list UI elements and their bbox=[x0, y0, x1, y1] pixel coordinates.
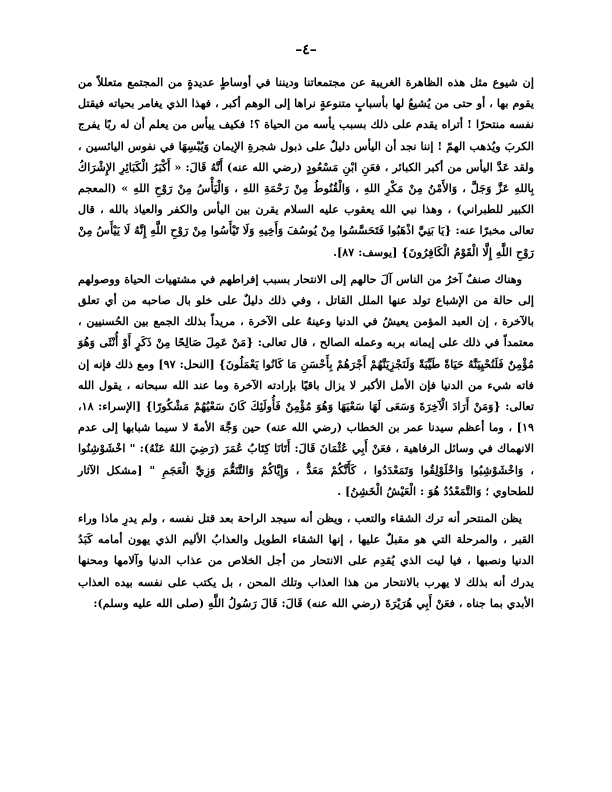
page-number: –٤– bbox=[295, 42, 317, 58]
body-text bbox=[78, 72, 534, 620]
paragraph-3: يظن المنتحر أنه ترك الشقاء والتعب ، ويظن أنه سيجد الراحة بعد قتل نفسه ، ولم يدرِ ماذا وراء القبر ، والمرحلة التي هو مقبلٌ عليها ، إنها الشقاء الطويل والعذابُ الأليم الذي يهون أمامه كَبَدُ الدنيا ونصبها ، فيا ليت الذي يُقدِم على الانتحار من أجل الخلاص من عذاب الدنيا وآلامها ومحنها يدرك أنه بذلك لا يهرب بالانتحار من هذا العذاب وتلك المحن ، بل يكتب على نفسه بيده العذاب الأبدي بما جناه ، فعَنْ أَبِي هُرَيْرَةَ (رضي الله عنه) قَالَ: قَالَ رَسُولُ اللَّهِ (صلى الله عليه وسلم): bbox=[78, 511, 534, 610]
paragraph-1: إن شيوع مثل هذه الظاهرة الغريبة عن مجتمعاتنا وديننا في أوساطٍ عديدةٍ من المجتمع متعللاً من يقوم بها ، أو حتى من يُشيعُ لها بأسبابٍ متنوعةٍ نراها إلى الوهم أكبر ، فهذا الذي يغامر بحياته فيقتل نفسه منتحرًا ! أتراه يقدم على ذلك بسبب يأسه من الحياة ؟! فكيف ييأس من يعلم أن له ربًا يفرج الكربَ ويُذهب الهمّ ! إننا نجد أن اليأس دليلٌ على ذبول شجرةِ الإيمان وَيُبْسِهَا في نفوس اليائسين ، ولقد عَدَّ اليأس من أكبر الكبائر ، فعَنِ ابْنِ مَسْعُودٍ (رضي الله عنه) أَنَّهُ قَالَ: « أَكْبَرُ الْكَبَائِرِ الإِشْرَاكُ بِاللهِ عَزَّ وَجَلَّ ، وَالأَمْنُ مِنْ مَكْرِ اللهِ ، وَالْقُنُوطُ مِنْ رَحْمَةِ اللهِ ، وَالْيَأْسُ مِنْ رَوْحِ اللهِ » (المعجم الكبير للطبراني) ، وهذا نبي الله يعقوب عليه السلام يقرن بين اليأس والكفر والعياذ بالله ، قال تعالى مخبرًا عنه: {يَا بَنِيَّ اذْهَبُوا فَتَحَسَّسُوا مِنْ يُوسُفَ وَأَخِيهِ وَلَا تَيْأَسُوا مِنْ رَوْحِ اللَّهِ إِنَّهُ لَا يَيْأَسُ مِنْ رَوْحِ اللَّهِ إِلَّا الْقَوْمُ الْكَافِرُونَ} [يوسف: ٨٧]. bbox=[78, 75, 534, 259]
paragraph-2: وهناك صنفٌ آخرُ من الناس آلَ حالهم إلى الانتحار بسبب إفراطهم في مشتهيات الحياة ووصولهم إلى حالة من الإشباع تولد عنها الملل القاتل ، وفي ذلك دليلٌ على خلو بال صاحبه من أي تعلق بالآخرة ، إن العبد المؤمن يعيشُ في الدنيا وعينهُ على الآخرة ، مريداً بذلك الجمع بين الحُسنيين ، معتمداً في ذلك على إيمانه بربه وعمله الصالح ، قال تعالى: {مَنْ عَمِلَ صَالِحًا مِنْ ذَكَرٍ أَوْ أُنْثَى وَهُوَ مُؤْمِنٌ فَلَنُحْيِيَنَّهُ حَيَاةً طَيِّبَةً وَلَنَجْزِيَنَّهُمْ أَجْرَهُمْ بِأَحْسَنِ مَا كَانُوا يَعْمَلُونَ} [النحل: ٩٧] ومع ذلك فإنه إن فاته شيء من الدنيا فإن الأمل الأكبر لا يزال باقيًا بإرادته الآخرة وما عند الله سبحانه ، يقول الله تعالى: {وَمَنْ أَرَادَ الْآخِرَةَ وَسَعَى لَهَا سَعْيَهَا وَهُوَ مُؤْمِنٌ فَأُولَئِكَ كَانَ سَعْيُهُمْ مَشْكُورًا} [الإسراء: ١٨، ١٩] ، وما أعظم سيدنا عمر بن الخطاب (رضي الله عنه) حين وَجَّهَ الأمةَ لا سيما شبابها إلى عدم الانهماك في وسائل الرفاهية ، فعَنْ أَبِي عُثْمَانَ قَالَ: أَتَانَا كِتَابُ عُمَرَ (رَضِيَ اللهُ عَنْهُ): " اخْشَوْشِنُوا ، وَاخْشَوْشِبُوا وَاخْلَوْلِقُوا وَتَمَعْدَدُوا ، كَأَنَّكُمْ مَعَدٌّ ، وَإِيَّاكُمْ وَالتَّنَعُّمَ وَزِيَّ الْعَجَمِ " [مشكل الآثار للطحاوي ؛ وَالتَّمَعْدُدُ هُوَ : الْعَيْشُ الْخَشِنُ] . bbox=[78, 271, 534, 498]
